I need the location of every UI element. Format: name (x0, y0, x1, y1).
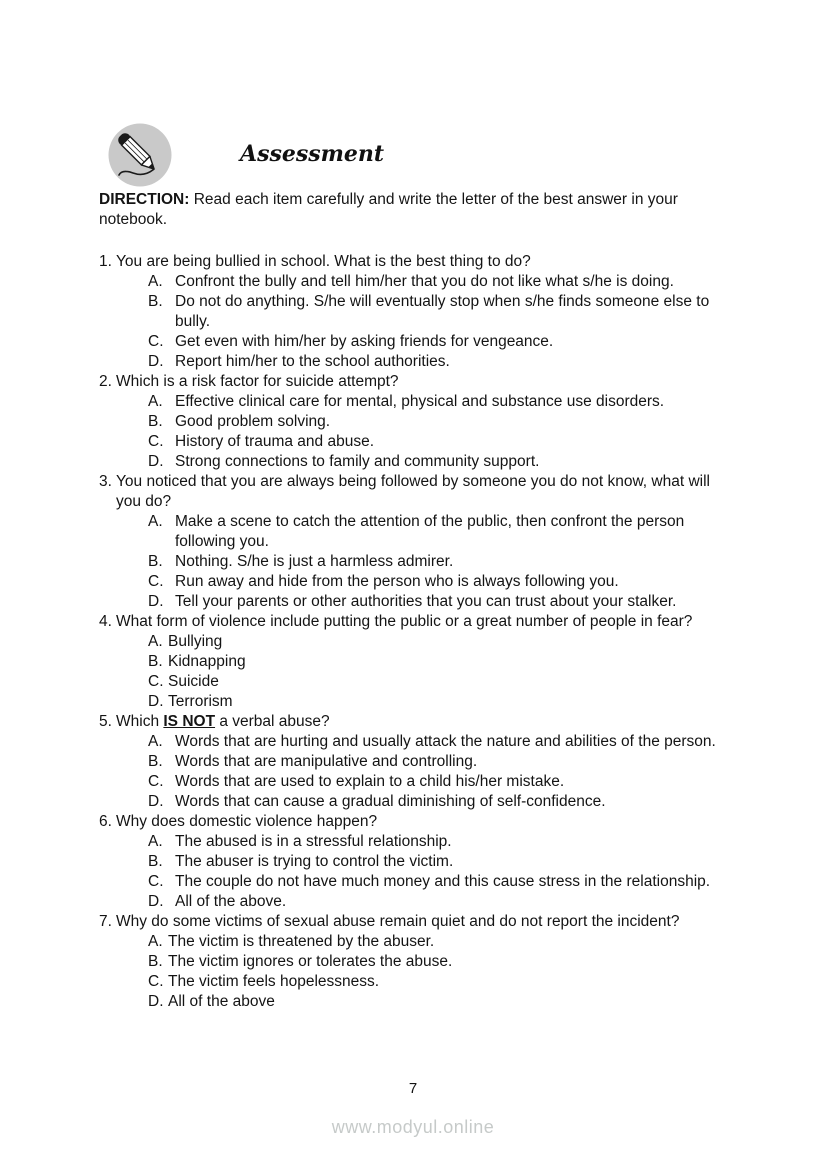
option-letter: A. (148, 733, 163, 750)
question-text-part: Which (116, 713, 164, 730)
option-letter: A. (148, 633, 163, 650)
option-letter: C. (148, 333, 164, 350)
option-b (148, 292, 727, 332)
question-text: Which is a risk factor for suicide attempt? (116, 373, 399, 390)
option-letter: B. (148, 553, 163, 570)
option-text: Words that are used to explain to a child his/her mistake. (175, 773, 565, 790)
option-letter: B. (148, 753, 163, 770)
option-text: Tell your parents or other authorities that you can trust about your stalker. (175, 593, 677, 610)
question-text: You noticed that you are always being followed by someone you do not know, what will you do? (116, 473, 710, 510)
option-c (148, 872, 727, 892)
option-c (148, 672, 727, 692)
question-3 (99, 472, 727, 612)
question-2 (99, 372, 727, 472)
option-d (148, 352, 727, 372)
question-4 (99, 612, 727, 712)
question-list (99, 252, 727, 1012)
option-letter: B. (148, 953, 163, 970)
direction-body: Read each item carefully and write the letter of the best answer in your notebook. (99, 191, 678, 228)
option-c (148, 332, 727, 352)
option-c (148, 972, 727, 992)
option-text: Run away and hide from the person who is always following you. (175, 573, 619, 590)
option-text: The abused is in a stressful relationship. (175, 833, 452, 850)
option-a (148, 632, 727, 652)
option-d (148, 692, 727, 712)
option-b (148, 552, 727, 572)
option-d (148, 592, 727, 612)
option-text: All of the above (168, 993, 275, 1010)
question-number: 7. (99, 913, 112, 930)
option-d (148, 452, 727, 472)
option-list (99, 512, 727, 612)
option-b (148, 852, 727, 872)
option-text: Report him/her to the school authorities. (175, 353, 450, 370)
option-b (148, 412, 727, 432)
question-1 (99, 252, 727, 372)
question-number: 1. (99, 253, 112, 270)
pencil-icon (108, 123, 172, 187)
option-d (148, 792, 727, 812)
question-number: 3. (99, 473, 112, 490)
option-text: Nothing. S/he is just a harmless admirer. (175, 553, 454, 570)
option-text: All of the above. (175, 893, 287, 910)
option-text: Do not do anything. S/he will eventually stop when s/he finds someone else to bully. (175, 293, 710, 330)
option-list (99, 732, 727, 812)
option-b (148, 752, 727, 772)
option-c (148, 432, 727, 452)
option-letter: A. (148, 273, 163, 290)
option-text: History of trauma and abuse. (175, 433, 375, 450)
direction-text (99, 190, 727, 230)
option-text: Suicide (168, 673, 219, 690)
option-text: Strong connections to family and community support. (175, 453, 540, 470)
question-number: 2. (99, 373, 112, 390)
option-text: Get even with him/her by asking friends for vengeance. (175, 333, 554, 350)
option-list (99, 632, 727, 712)
option-letter: C. (148, 573, 164, 590)
option-letter: D. (148, 453, 164, 470)
option-letter: C. (148, 773, 164, 790)
option-text: Words that can cause a gradual diminishing of self-confidence. (175, 793, 606, 810)
option-text: Effective clinical care for mental, physical and substance use disorders. (175, 393, 665, 410)
option-text: Terrorism (168, 693, 233, 710)
question-text: Why do some victims of sexual abuse remain quiet and do not report the incident? (116, 913, 680, 930)
option-text: The victim ignores or tolerates the abuse. (168, 953, 453, 970)
question-text-emphasis: IS NOT (163, 713, 216, 730)
option-text: Good problem solving. (175, 413, 331, 430)
option-text: Words that are hurting and usually attack the nature and abilities of the person. (175, 733, 716, 750)
option-text: Confront the bully and tell him/her that you do not like what s/he is doing. (175, 273, 674, 290)
page-number: 7 (408, 1080, 418, 1097)
option-letter: A. (148, 833, 163, 850)
question-text: Why does domestic violence happen? (116, 813, 378, 830)
option-letter: D. (148, 993, 164, 1010)
option-list (99, 832, 727, 912)
option-b (148, 952, 727, 972)
question-5 (99, 712, 727, 812)
option-text: Bullying (168, 633, 223, 650)
option-letter: C. (148, 873, 164, 890)
option-text: The couple do not have much money and this cause stress in the relationship. (175, 873, 711, 890)
option-c (148, 572, 727, 592)
option-text: The abuser is trying to control the victim. (175, 853, 454, 870)
direction-label: DIRECTION: (99, 191, 190, 208)
option-a (148, 832, 727, 852)
option-c (148, 772, 727, 792)
option-a (148, 392, 727, 412)
option-letter: A. (148, 393, 163, 410)
option-text: Kidnapping (168, 653, 246, 670)
option-d (148, 892, 727, 912)
option-letter: B. (148, 653, 163, 670)
option-list (99, 932, 727, 1012)
question-text: You are being bullied in school. What is the best thing to do? (116, 253, 531, 270)
option-text: Make a scene to catch the attention of the public, then confront the person following you. (175, 513, 685, 550)
option-letter: A. (148, 513, 163, 530)
question-text (116, 712, 727, 732)
question-number: 5. (99, 713, 112, 730)
question-number: 4. (99, 613, 112, 630)
option-letter: C. (148, 973, 164, 990)
option-b (148, 652, 727, 672)
option-list (99, 392, 727, 472)
option-a (148, 272, 727, 292)
question-text-part: a verbal abuse? (215, 713, 330, 730)
option-letter: D. (148, 353, 164, 370)
option-letter: B. (148, 853, 163, 870)
option-letter: D. (148, 893, 164, 910)
question-text: What form of violence include putting the public or a great number of people in fear? (116, 613, 693, 630)
option-letter: D. (148, 793, 164, 810)
option-text: Words that are manipulative and controlling. (175, 753, 478, 770)
question-6 (99, 812, 727, 912)
option-letter: D. (148, 693, 164, 710)
option-letter: B. (148, 293, 163, 310)
watermark: www.modyul.online (331, 1117, 495, 1137)
option-letter: C. (148, 673, 164, 690)
option-a (148, 732, 727, 752)
option-text: The victim feels hopelessness. (168, 973, 380, 990)
option-text: The victim is threatened by the abuser. (168, 933, 435, 950)
question-number: 6. (99, 813, 112, 830)
option-letter: A. (148, 933, 163, 950)
option-letter: D. (148, 593, 164, 610)
page-title: Assessment (240, 141, 385, 167)
option-a (148, 512, 727, 552)
option-a (148, 932, 727, 952)
option-letter: C. (148, 433, 164, 450)
option-letter: B. (148, 413, 163, 430)
option-d (148, 992, 727, 1012)
option-list (99, 272, 727, 372)
question-7 (99, 912, 727, 1012)
